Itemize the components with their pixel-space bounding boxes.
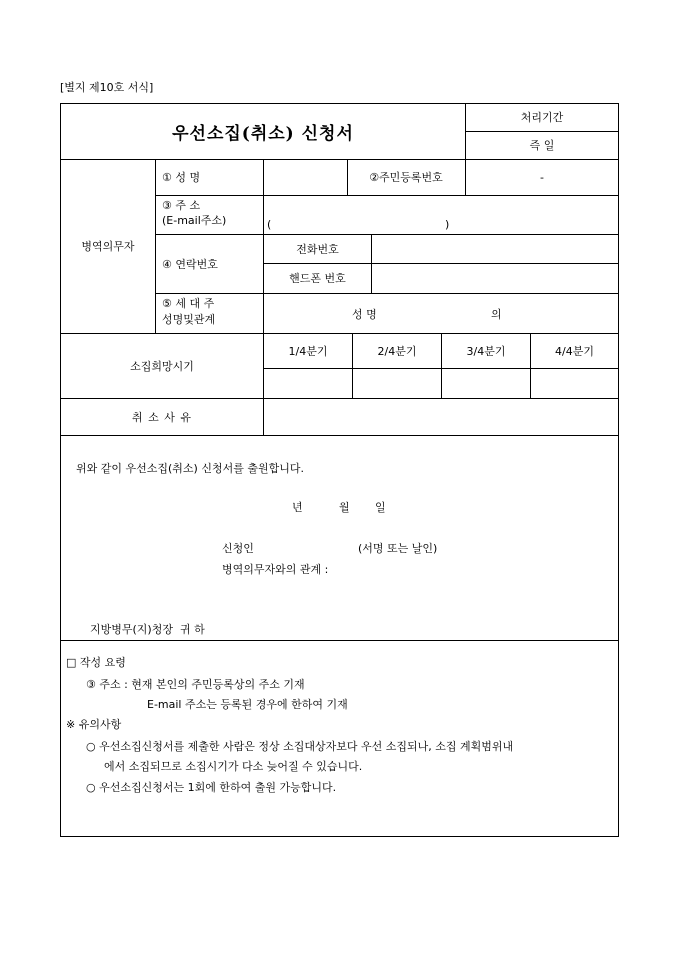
applicant-label: 신청인 (222, 542, 254, 555)
quarter-1-label: 1/4분기 (288, 344, 328, 358)
declaration-text: 위와 같이 우선소집(취소) 신청서를 출원합니다. (76, 462, 304, 475)
recipient-label: 지방병무(지)청장 귀 하 (90, 623, 205, 636)
householder-relation-label: 의 (491, 308, 502, 321)
page-title: 우선소집(취소) 신청서 (172, 124, 354, 144)
caution-item-1-line-1: ○ 우선소집신청서를 제출한 사람은 정상 소집대상자보다 우선 소집되나, 소집 계획범위내 (86, 740, 514, 753)
cancel-reason-field[interactable] (264, 399, 618, 435)
mobile-field[interactable] (372, 264, 618, 293)
applicant-signature-field[interactable] (262, 539, 354, 556)
caution-item-2: ○ 우선소집신청서는 1회에 한하여 출원 가능합니다. (86, 781, 337, 794)
caution-heading: ※ 유의사항 (66, 718, 122, 731)
date-day-label: 일 (375, 501, 386, 514)
quarter-4-label: 4/4분기 (555, 344, 594, 358)
quarter-3-field[interactable] (442, 369, 530, 398)
relation-field[interactable] (360, 560, 510, 577)
householder-label: ⑤ 세 대 주 성명및관계 (162, 297, 216, 326)
desired-period-label: 소집희망시기 (130, 359, 194, 373)
processing-period-label: 처리기간 (520, 111, 564, 124)
address-note-1: ③ 주소 : 현재 본인의 주민등록상의 주소 기재 (86, 678, 305, 691)
signature-label: (서명 또는 날인) (358, 542, 438, 555)
processing-period-value: 즉 일 (529, 139, 555, 152)
address-open-paren: ( (267, 218, 272, 231)
name-label: ① 성 명 (162, 171, 201, 184)
date-year-label: 년 (292, 501, 303, 514)
quarter-2-field[interactable] (353, 369, 441, 398)
form-number: [별지 제10호 서식] (60, 81, 154, 94)
address-note-2: E-mail 주소는 등록된 경우에 한하여 기재 (147, 698, 348, 711)
quarter-3-label: 3/4분기 (466, 344, 506, 358)
address-label: ③ 주 소 (E-mail주소) (162, 199, 227, 227)
relation-label: 병역의무자와의 관계 : (222, 563, 329, 576)
address-field[interactable] (264, 196, 618, 234)
contact-label: ④ 연락번호 (162, 257, 218, 271)
phone-field[interactable] (372, 235, 618, 263)
section-label-conscript: 병역의무자 (81, 240, 135, 253)
address-close-paren: ) (445, 218, 450, 231)
householder-field[interactable] (264, 294, 618, 333)
quarter-2-label: 2/4분기 (377, 344, 417, 358)
rrn-label: ②주민등록번호 (369, 171, 443, 184)
name-field[interactable] (264, 160, 346, 195)
rrn-field[interactable]: - (540, 171, 544, 184)
phone-label: 전화번호 (296, 242, 339, 256)
quarter-1-field[interactable] (264, 369, 352, 398)
householder-name-label: 성 명 (352, 308, 377, 321)
quarter-4-field[interactable] (531, 369, 618, 398)
cancel-reason-label: 취 소 사 유 (132, 410, 192, 424)
notes-heading: □ 작성 요령 (66, 656, 126, 669)
date-month-label: 월 (339, 501, 350, 514)
mobile-label: 핸드폰 번호 (289, 272, 346, 285)
caution-item-1-line-2: 에서 소집되므로 소집시기가 다소 늦어질 수 있습니다. (104, 760, 363, 773)
